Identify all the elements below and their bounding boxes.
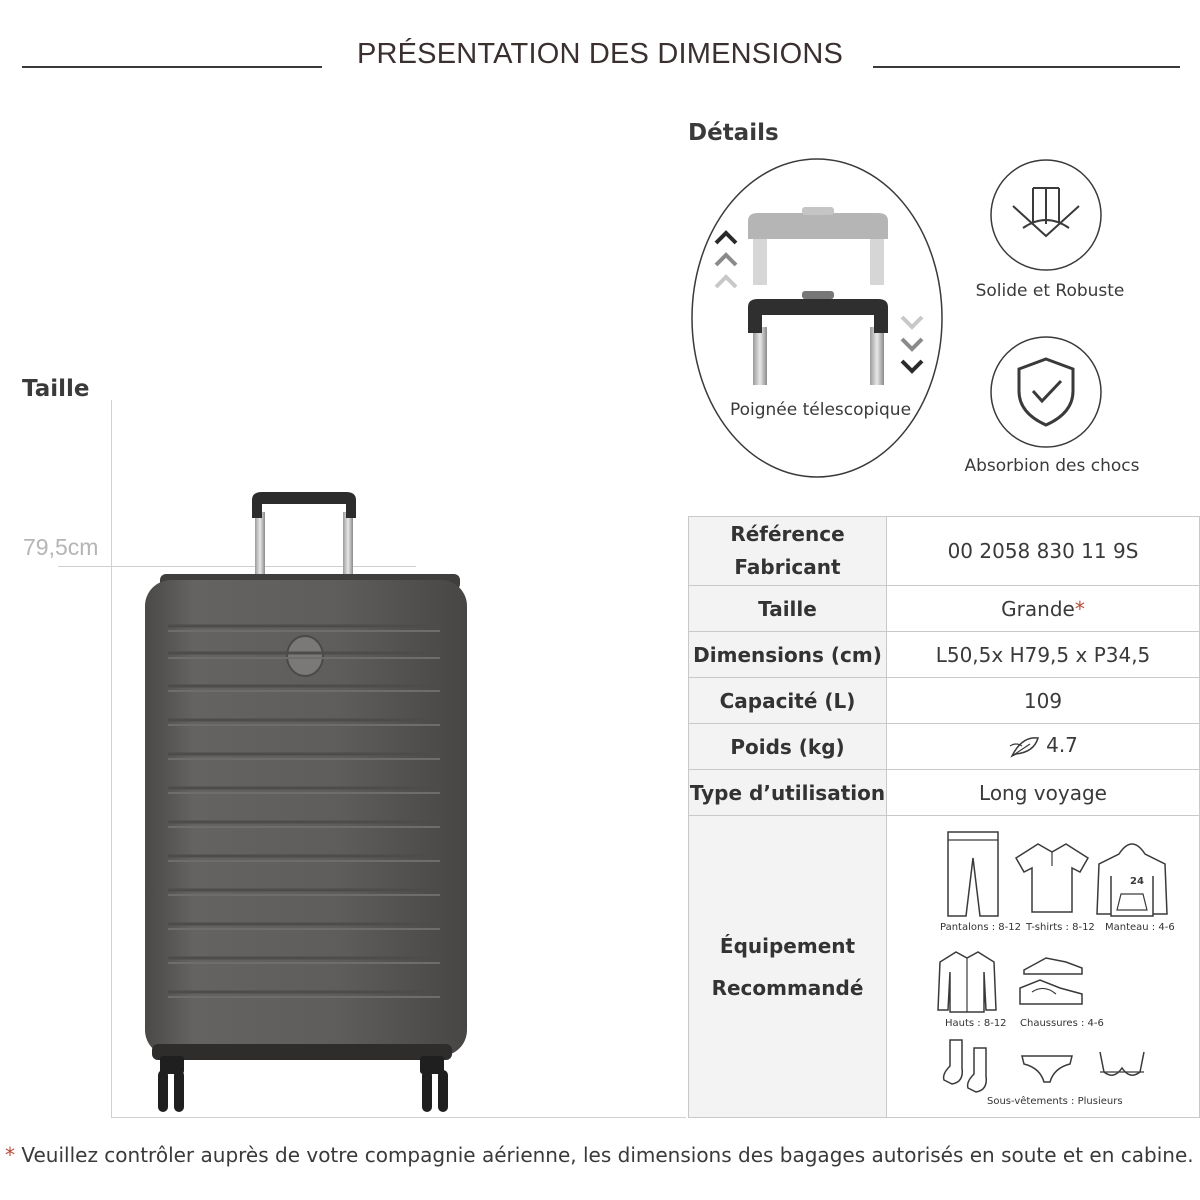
spec-key-reference-line2: Fabricant [734, 555, 841, 579]
page-title: PRÉSENTATION DES DIMENSIONS [356, 38, 844, 70]
header-rule-right [873, 66, 1180, 68]
telescopic-handle-illustration [690, 157, 945, 479]
spec-row-usage [689, 770, 1200, 816]
size-section-label: Taille [22, 376, 90, 402]
spec-value-reference: 00 2058 830 11 9S [887, 517, 1200, 586]
equipment-tshirts-label: T-shirts : 8-12 [1026, 922, 1095, 933]
feature-label-shock: Absorbion des chocs [964, 456, 1140, 476]
spec-key-weight: Poids (kg) [689, 724, 887, 770]
equipment-underwear-label: Sous-vêtements : Plusieurs [987, 1096, 1123, 1107]
spec-key-dimensions: Dimensions (cm) [689, 632, 887, 678]
spec-value-usage: Long voyage [887, 770, 1200, 816]
tshirt-icon [1012, 840, 1092, 916]
spec-key-reference-line1: Référence [730, 522, 845, 546]
details-section-label: Détails [688, 120, 779, 146]
feature-label-solid: Solide et Robuste [975, 281, 1125, 301]
trousers-icon [944, 828, 1002, 918]
socks-icon [940, 1036, 998, 1094]
spec-key-size: Taille [689, 586, 887, 632]
size-vertical-line [111, 400, 112, 1118]
bra-icon [1096, 1046, 1148, 1084]
height-label: 79,5cm [23, 534, 99, 560]
equipment-trousers-label: Pantalons : 8-12 [940, 922, 1021, 933]
spec-value-dimensions: L50,5x H79,5 x P34,5 [887, 632, 1200, 678]
spec-key-usage: Type d’utilisation [689, 770, 887, 816]
spec-key-capacity: Capacité (L) [689, 678, 887, 724]
footnote-asterisk: * [5, 1143, 15, 1167]
feather-icon [1008, 734, 1042, 760]
footnote-text: Veuillez contrôler auprès de votre compagnie aérienne, les dimensions des bagages autorisés en soute et en cabine. [15, 1143, 1194, 1167]
hoodie-icon [1093, 836, 1171, 918]
spec-row-dimensions [689, 632, 1200, 678]
spec-table [688, 516, 1200, 1118]
equipment-tops-label: Hauts : 8-12 [945, 1018, 1007, 1029]
spec-value-capacity: 109 [887, 678, 1200, 724]
spec-row-capacity [689, 678, 1200, 724]
spec-value-weight-cell [887, 724, 1200, 770]
size-asterisk: * [1074, 596, 1085, 621]
spec-row-size [689, 586, 1200, 632]
shirt-icon [934, 948, 1000, 1014]
spec-key-equipment [689, 816, 887, 1118]
spec-value-size: Grande [1001, 596, 1075, 621]
suitcase-image [140, 488, 480, 1118]
spec-key-equipment-line2: Recommandé [711, 975, 864, 1000]
umbrella-shield-icon [989, 158, 1103, 272]
spec-row-weight [689, 724, 1200, 770]
equipment-shoes-label: Chaussures : 4-6 [1020, 1018, 1104, 1029]
shield-check-icon [989, 335, 1103, 449]
spec-key-reference [689, 517, 887, 586]
spec-row-reference [689, 517, 1200, 586]
shoes-icon [1016, 944, 1088, 1010]
spec-value-size-cell [887, 586, 1200, 632]
handle-caption: Poignée télescopique [729, 400, 912, 420]
hoodie-number: 24 [1130, 876, 1144, 887]
briefs-icon [1020, 1052, 1074, 1086]
footnote [5, 1143, 1200, 1167]
spec-value-weight: 4.7 [1046, 733, 1078, 758]
equipment-coats-label: Manteau : 4-6 [1105, 922, 1175, 933]
spec-key-equipment-line1: Équipement [719, 933, 856, 958]
